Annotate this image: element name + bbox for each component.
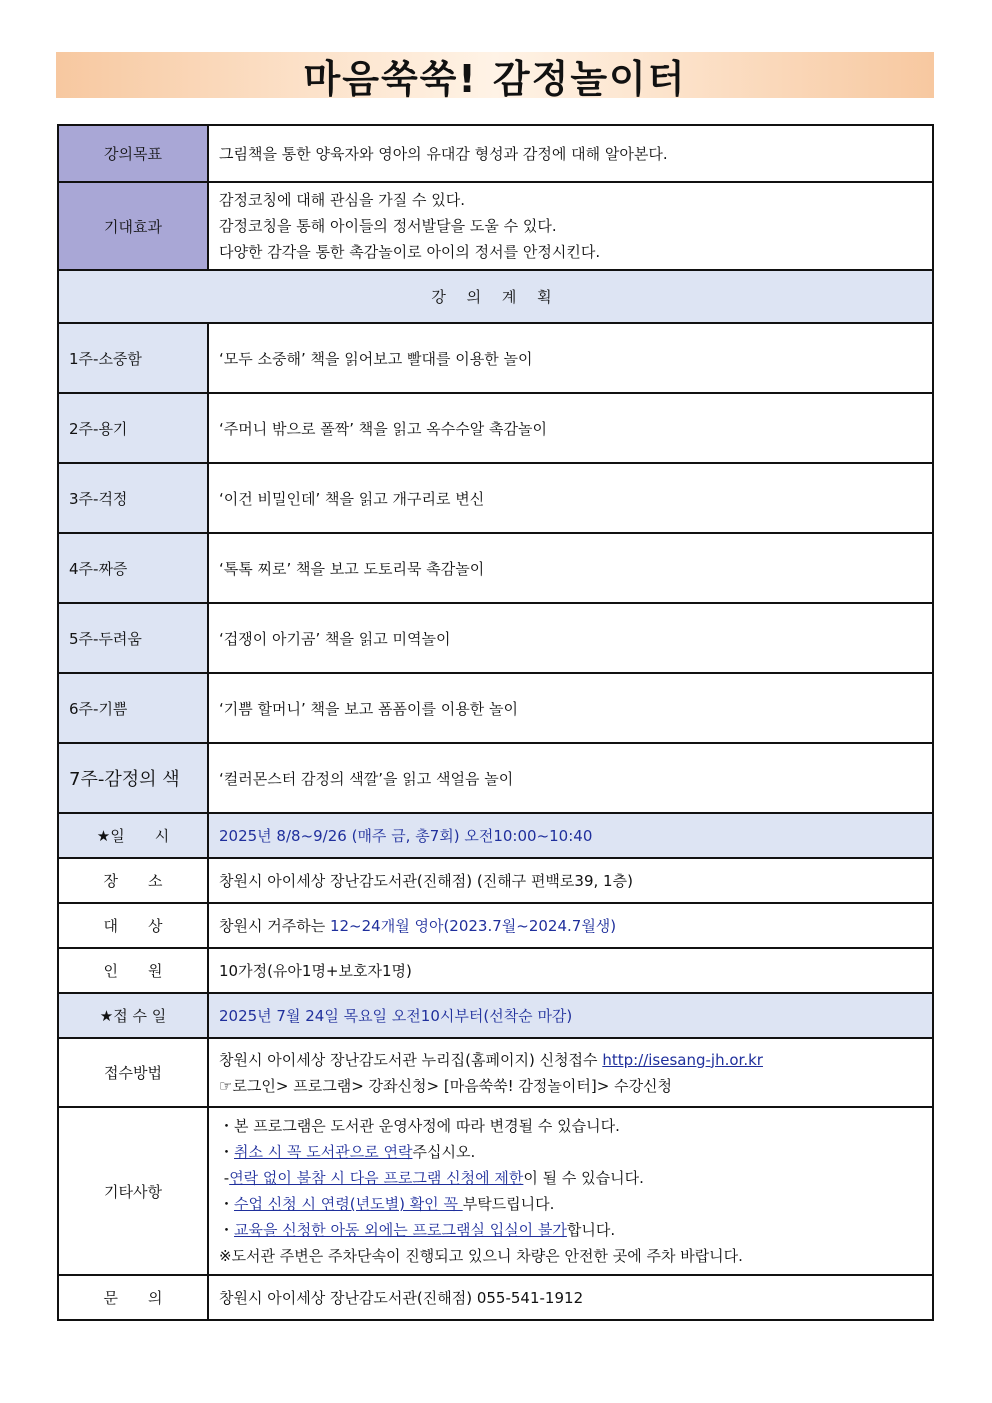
place-label: 장 소	[58, 858, 208, 903]
goal-row	[58, 125, 933, 182]
contact-row	[58, 1275, 933, 1320]
target-row	[58, 903, 933, 948]
reception-label: ★접 수 일	[58, 993, 208, 1038]
method-line2: ☞로그인> 프로그램> 강좌신청> [마음쑥쑥! 감정놀이터]> 수강신청	[219, 1076, 673, 1095]
week-row	[58, 743, 933, 813]
capacity-row	[58, 948, 933, 993]
note-line: ※도서관 주변은 주차단속이 진행되고 있으니 차량은 안전한 곳에 주차 바랍니다.	[219, 1247, 743, 1265]
note-line: ・본 프로그램은 도서관 운영사정에 따라 변경될 수 있습니다.	[219, 1117, 620, 1135]
effect-row	[58, 182, 933, 270]
note-emphasis: 교육을 신청한 아동 외에는 프로그램실 입실이 불가	[234, 1221, 567, 1239]
effect-line: 다양한 감각을 통한 촉감놀이로 아이의 정서를 안정시킨다.	[219, 243, 601, 261]
week-activity: ‘컬러몬스터 감정의 색깔’을 읽고 색얼음 놀이	[208, 743, 933, 813]
week-activity: ‘기쁨 할머니’ 책을 보고 폼폼이를 이용한 놀이	[208, 673, 933, 743]
effect-line: 감정코칭에 대해 관심을 가질 수 있다.	[219, 191, 465, 209]
target-label: 대 상	[58, 903, 208, 948]
notes-text	[208, 1107, 933, 1275]
note-emphasis: 수업 신청 시 연령(년도별) 확인 꼭	[234, 1195, 463, 1213]
method-line1: 창원시 아이세상 장난감도서관 누리집(홈페이지) 신청접수	[219, 1050, 603, 1069]
effect-line: 감정코칭을 통해 아이들의 정서발달을 도울 수 있다.	[219, 217, 557, 235]
effect-label: 기대효과	[58, 182, 208, 270]
title-banner	[56, 52, 934, 101]
week-label: 6주-기쁨	[58, 673, 208, 743]
week-activity: ‘이건 비밀인데’ 책을 읽고 개구리로 변신	[208, 463, 933, 533]
week-label: 3주-걱정	[58, 463, 208, 533]
note-line: ・수업 신청 시 연령(년도별) 확인 꼭 부탁드립니다.	[219, 1195, 555, 1213]
schedule-text: 2025년 8/8~9/26 (매주 금, 총7회) 오전10:00~10:40	[208, 813, 933, 858]
notes-row	[58, 1107, 933, 1275]
method-row	[58, 1038, 933, 1107]
note-line: ・취소 시 꼭 도서관으로 연락주십시오.	[219, 1143, 476, 1161]
schedule-row	[58, 813, 933, 858]
goal-label: 강의목표	[58, 125, 208, 182]
target-prefix: 창원시 거주하는	[219, 917, 330, 935]
target-age: 12~24개월 영아(2023.7월~2024.7월생)	[329, 917, 617, 935]
method-text	[208, 1038, 933, 1107]
capacity-label: 인 원	[58, 948, 208, 993]
contact-text: 창원시 아이세상 장난감도서관(진해점) 055-541-1912	[208, 1275, 933, 1320]
week-label: 2주-용기	[58, 393, 208, 463]
target-text	[208, 903, 933, 948]
week-activity: ‘겁쟁이 아기곰’ 책을 읽고 미역놀이	[208, 603, 933, 673]
reception-text: 2025년 7월 24일 목요일 오전10시부터(선착순 마감)	[208, 993, 933, 1038]
note-emphasis: 연락 없이 불참 시 다음 프로그램 신청에 제한	[229, 1169, 524, 1187]
note-line: -연락 없이 불참 시 다음 프로그램 신청에 제한이 될 수 있습니다.	[219, 1169, 644, 1187]
note-line: ・교육을 신청한 아동 외에는 프로그램실 입실이 불가합니다.	[219, 1221, 616, 1239]
reception-row	[58, 993, 933, 1038]
goal-text: 그림책을 통한 양육자와 영아의 유대감 형성과 감정에 대해 알아본다.	[208, 125, 933, 182]
week-activity: ‘톡톡 찌로’ 책을 보고 도토리묵 촉감놀이	[208, 533, 933, 603]
homepage-link[interactable]: http://isesang-jh.or.kr	[602, 1050, 763, 1069]
schedule-label: ★일 시	[58, 813, 208, 858]
program-table	[57, 124, 934, 1321]
page-title: 마음쑥쑥! 감정놀이터	[303, 56, 687, 101]
contact-label: 문 의	[58, 1275, 208, 1320]
week-row	[58, 533, 933, 603]
week-row	[58, 463, 933, 533]
week-row	[58, 393, 933, 463]
week-activity: ‘모두 소중해’ 책을 읽어보고 빨대를 이용한 놀이	[208, 323, 933, 393]
week-label: 5주-두려움	[58, 603, 208, 673]
effect-text	[208, 182, 933, 270]
week-label: 1주-소중함	[58, 323, 208, 393]
place-text: 창원시 아이세상 장난감도서관(진해점) (진해구 편백로39, 1층)	[208, 858, 933, 903]
capacity-text: 10가정(유아1명+보호자1명)	[208, 948, 933, 993]
plan-heading: 강 의 계 획	[58, 270, 933, 323]
method-label: 접수방법	[58, 1038, 208, 1107]
week-row	[58, 603, 933, 673]
notes-label: 기타사항	[58, 1107, 208, 1275]
week-label: 7주-감정의 색	[58, 743, 208, 813]
week-activity: ‘주머니 밖으로 폴짝’ 책을 읽고 옥수수알 촉감놀이	[208, 393, 933, 463]
week-label: 4주-짜증	[58, 533, 208, 603]
place-row	[58, 858, 933, 903]
note-emphasis: 취소 시 꼭 도서관으로 연락	[234, 1143, 413, 1161]
plan-heading-row	[58, 270, 933, 323]
week-row	[58, 673, 933, 743]
week-row	[58, 323, 933, 393]
